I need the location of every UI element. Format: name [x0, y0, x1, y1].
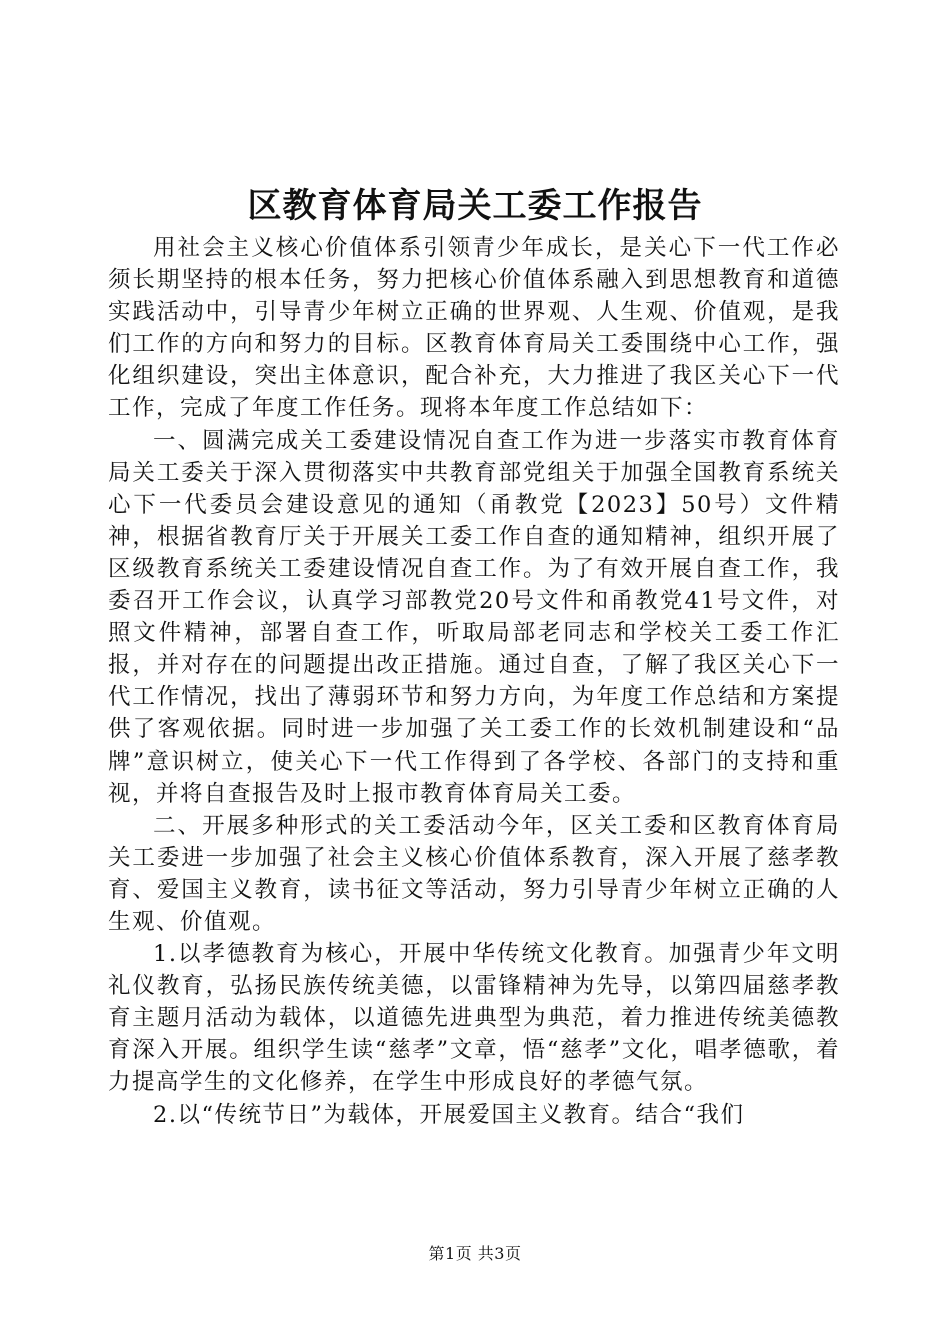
paragraph-intro: 用社会主义核心价值体系引领青少年成长，是关心下一代工作必须长期坚持的根本任务，努力把核心价值体系融入到思想教育和道德实践活动中，引导青少年树立正确的世界观、人生观、价值观，是我们工作的方向和努力的目标。区教育体育局关工委围绕中心工作，强化组织建设，突出主体意识，配合补充，大力推进了我区关心下一代工作，完成了年度工作任务。现将本年度工作总结如下：: [108, 235, 840, 422]
paragraph-section-2: 二、开展多种形式的关工委活动今年，区关工委和区教育体育局关工委进一步加强了社会主义核心价值体系教育，深入开展了慈孝教育、爱国主义教育，读书征文等活动，努力引导青少年树立正确的人生观、价值观。: [108, 812, 840, 935]
document-body: [108, 232, 840, 1131]
paragraph-item-2: 2.以“传统节日”为载体，开展爱国主义教育。结合“我们: [153, 1101, 745, 1128]
paragraph-section-1: 一、圆满完成关工委建设情况自查工作为进一步落实市教育体育局关工委关于深入贯彻落实中共教育部党组关于加强全国教育系统关心下一代委员会建设意见的通知（甬教党【2023】50号）文件精神，根据省教育厅关于开展关工委工作自查的通知精神，组织开展了区级教育系统关工委建设情况自查工作。为了有效开展自查工作，我委召开工作会议，认真学习部教党20号文件和甬教党41号文件，对照文件精神，部署自查工作，听取局部老同志和学校关工委工作汇报，并对存在的问题提出改正措施。通过自查，了解了我区关心下一代工作情况，找出了薄弱环节和努力方向，为年度工作总结和方案提供了客观依据。同时进一步加强了关工委工作的长效机制建设和“品牌”意识树立，使关心下一代工作得到了各学校、各部门的支持和重视，并将自查报告及时上报市教育体育局关工委。: [108, 427, 840, 807]
page-title: 区教育体育局关工委工作报告: [247, 186, 703, 226]
page-number-footer: 第1页 共3页: [428, 1244, 522, 1263]
paragraph-item-1: 1.以孝德教育为核心，开展中华传统文化教育。加强青少年文明礼仪教育，弘扬民族传统美德，以雷锋精神为先导，以第四届慈孝教育主题月活动为载体，以道德先进典型为典范，着力推进传统美德教育深入开展。组织学生读“慈孝”文章，悟“慈孝”文化，唱孝德歌，着力提高学生的文化修养，在学生中形成良好的孝德气氛。: [108, 941, 840, 1096]
